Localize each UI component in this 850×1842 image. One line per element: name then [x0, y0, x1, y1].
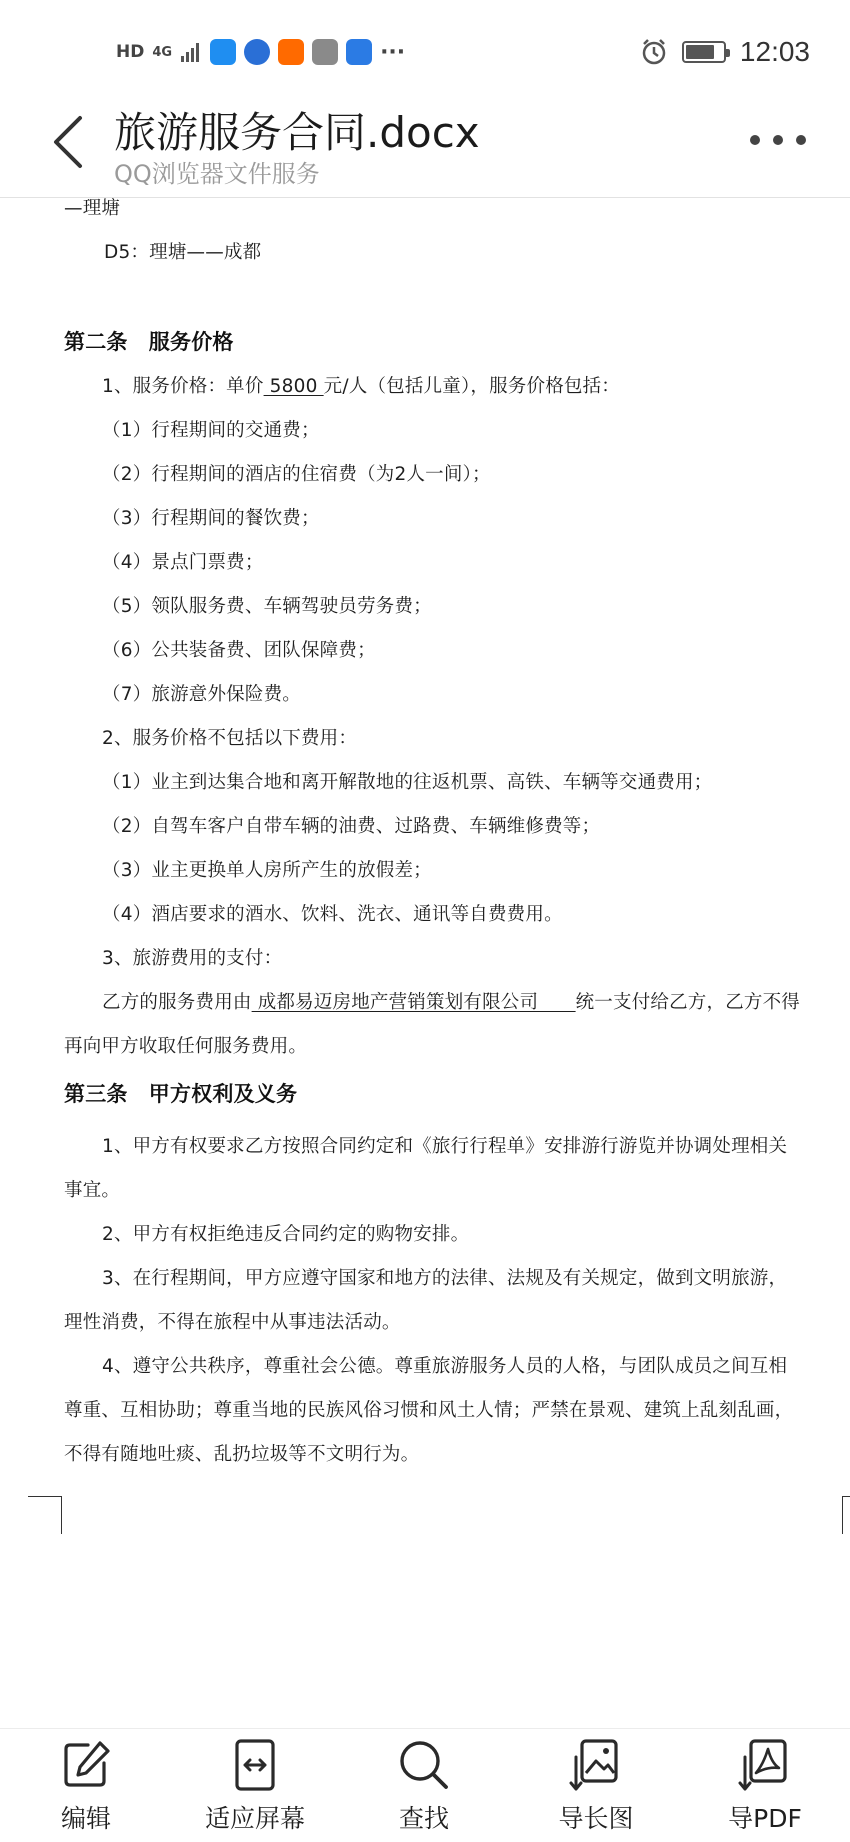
bottom-toolbar	[0, 1728, 850, 1842]
doc-line: 事宜。	[64, 1180, 121, 1201]
payer-label: 乙方的服务费用由	[102, 992, 252, 1013]
doc-line: D5：理塘——成都	[104, 242, 262, 263]
taobao-app-icon	[278, 39, 304, 65]
article-2-heading: 第二条 服务价格	[64, 330, 234, 354]
status-right	[640, 34, 810, 70]
doc-line: 不得有随地吐痰、乱扔垃圾等不文明行为。	[64, 1444, 420, 1465]
document-subtitle: QQ浏览器文件服务	[114, 160, 320, 188]
doc-line: 3、旅游费用的支付：	[102, 948, 283, 969]
export-long-image-button[interactable]	[521, 1737, 671, 1837]
price-label: 1、服务价格：单价	[102, 376, 264, 397]
find-button[interactable]	[349, 1737, 499, 1837]
page-corner-mark	[28, 1496, 62, 1534]
payer-company: 成都易迈房地产营销策划有限公司	[251, 992, 576, 1013]
status-left	[116, 34, 405, 70]
network-4g-label: 4G	[152, 44, 173, 60]
export-long-image-label: 导长图	[558, 1804, 634, 1833]
title-bar	[0, 96, 850, 196]
status-bar	[0, 0, 850, 96]
doc-line: （2）自驾车客户自带车辆的油费、过路费、车辆维修费等；	[102, 816, 601, 837]
doc-line: （3）业主更换单人房所产生的放假差；	[102, 860, 432, 881]
export-pdf-label: 导PDF	[728, 1804, 802, 1833]
fit-screen-button[interactable]	[180, 1737, 330, 1837]
doc-line: （5）领队服务费、车辆驾驶员劳务费；	[102, 596, 432, 617]
pdf-icon	[737, 1737, 793, 1793]
doc-line: （7）旅游意外保险费。	[102, 684, 301, 705]
clock: 12:03	[739, 36, 810, 67]
doc-line: （6）公共装备费、团队保障费；	[102, 640, 376, 661]
document-title: 旅游服务合同.docx	[114, 108, 480, 157]
mail-app-icon	[346, 39, 372, 65]
doc-line: 4、遵守公共秩序，尊重社会公德。尊重旅游服务人员的人格，与团队成员之间互相	[102, 1356, 788, 1377]
search-icon	[396, 1737, 452, 1793]
network-hd-label: HD	[116, 42, 145, 62]
doc-line: 尊重、互相协助；尊重当地的民族风俗习惯和风土人情；严禁在景观、建筑上乱刻乱画，	[64, 1400, 794, 1421]
document-viewer[interactable]	[0, 198, 850, 1628]
doc-line: （4）景点门票费；	[102, 552, 264, 573]
more-options-icon[interactable]	[750, 132, 806, 148]
article-3-heading: 第三条 甲方权利及义务	[64, 1082, 298, 1106]
price-value: 5800	[263, 376, 324, 397]
alarm-icon	[640, 38, 668, 66]
doc-line: （4）酒店要求的酒水、饮料、洗衣、通讯等自费费用。	[102, 904, 563, 925]
doc-line: 2、甲方有权拒绝违反合同约定的购物安排。	[102, 1224, 470, 1245]
battery-icon	[682, 41, 726, 63]
find-label: 查找	[398, 1804, 449, 1833]
browser-app-icon	[244, 39, 270, 65]
doc-line: —理塘	[64, 198, 121, 219]
back-icon[interactable]	[44, 112, 94, 172]
doc-line: （1）业主到达集合地和离开解散地的往返机票、高铁、车辆等交通费用；	[102, 772, 713, 793]
qq-browser-app-icon	[210, 39, 236, 65]
signal-icon	[180, 41, 202, 63]
doc-line: 1、甲方有权要求乙方按照合同约定和《旅行行程单》安排游行游览并协调处理相关	[102, 1136, 788, 1157]
doc-line: （1）行程期间的交通费；	[102, 420, 320, 441]
doc-line: 3、在行程期间，甲方应遵守国家和地方的法律、法规及有关规定，做到文明旅游，	[102, 1268, 788, 1289]
more-notifications: ···	[380, 39, 406, 65]
doc-line: 再向甲方收取任何服务费用。	[64, 1036, 308, 1057]
doc-line	[102, 988, 800, 1014]
long-image-icon	[568, 1737, 624, 1793]
doc-line: （3）行程期间的餐饮费；	[102, 508, 320, 529]
fit-screen-icon	[227, 1737, 283, 1793]
fit-screen-label: 适应屏幕	[204, 1804, 305, 1833]
price-unit: 元/人（包括儿童），服务价格包括：	[323, 376, 621, 397]
doc-line: （2）行程期间的酒店的住宿费（为2人一间）；	[102, 464, 491, 485]
export-pdf-button[interactable]	[690, 1737, 840, 1837]
doc-line: 2、服务价格不包括以下费用：	[102, 728, 358, 749]
edit-label: 编辑	[60, 1804, 111, 1833]
hand-app-icon	[312, 39, 338, 65]
payer-rest: 统一支付给乙方，乙方不得	[575, 992, 800, 1013]
doc-line	[102, 372, 620, 398]
page-corner-mark	[842, 1496, 850, 1534]
edit-icon	[58, 1737, 114, 1793]
doc-line: 理性消费，不得在旅程中从事违法活动。	[64, 1312, 401, 1333]
edit-button[interactable]	[11, 1737, 161, 1837]
